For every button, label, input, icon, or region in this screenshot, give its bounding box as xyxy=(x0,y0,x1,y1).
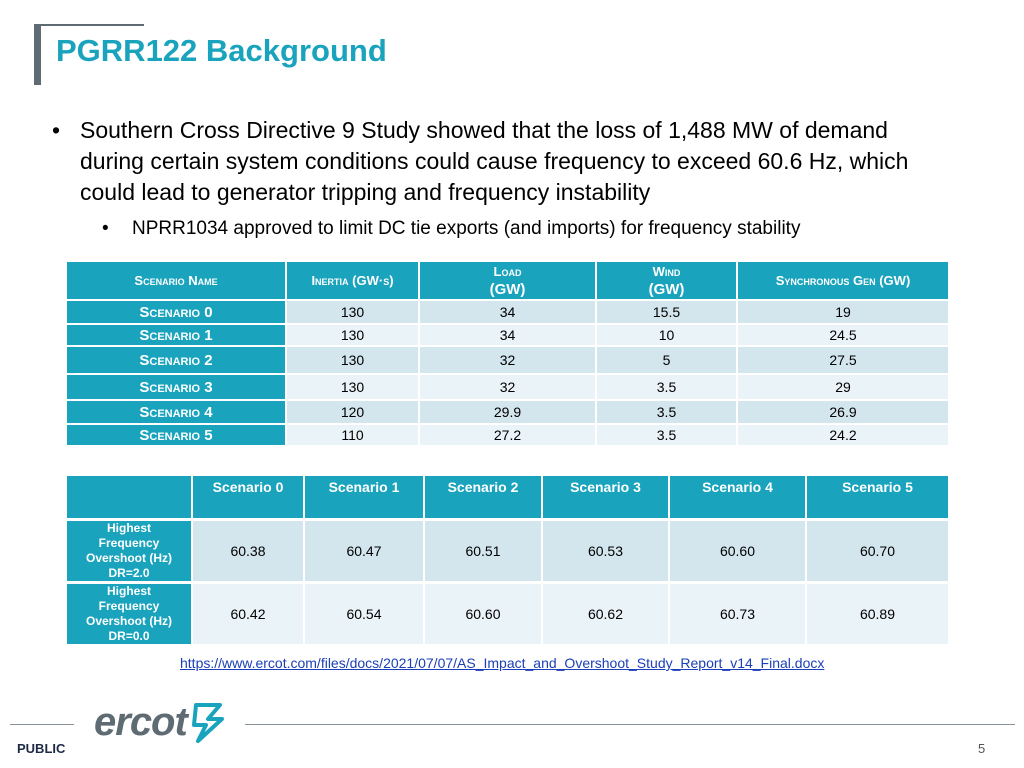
inertia-cell: 130 xyxy=(287,373,420,399)
bullet-main xyxy=(52,115,952,208)
scenario-name-cell: Scenario 3 xyxy=(67,373,287,399)
row-label-line: Frequency xyxy=(98,599,160,613)
study-report-link[interactable]: https://www.ercot.com/files/docs/2021/07/07/AS_Impact_and_Overshoot_Study_Report_v14_Final.docx xyxy=(180,655,825,671)
inertia-cell: 110 xyxy=(287,423,420,445)
row-label-line: DR=0.0 xyxy=(108,629,150,643)
row-label xyxy=(67,581,193,644)
header-empty xyxy=(67,476,193,518)
sync-gen-cell: 27.5 xyxy=(738,345,950,373)
row-label-line: Overshoot (Hz) xyxy=(85,551,172,565)
header-load-l2: (GW) xyxy=(489,280,526,298)
overshoot-cell: 60.54 xyxy=(305,581,425,644)
row-label-line: Overshoot (Hz) xyxy=(85,614,172,628)
sync-gen-cell: 26.9 xyxy=(738,399,950,423)
overshoot-cell: 60.70 xyxy=(807,518,950,581)
page-title: PGRR122 Background xyxy=(56,33,387,68)
wind-cell: 3.5 xyxy=(597,373,738,399)
ercot-logo: ercot xyxy=(94,700,187,744)
row-label-line: Highest xyxy=(106,584,151,598)
overshoot-cell: 60.89 xyxy=(807,581,950,644)
header-scenario-1: Scenario 1 xyxy=(305,476,425,518)
table-row xyxy=(67,373,950,399)
overshoot-cell: 60.47 xyxy=(305,518,425,581)
bullet-sub-text: NPRR1034 approved to limit DC tie exports (and imports) for frequency stability xyxy=(132,218,801,239)
overshoot-cell: 60.51 xyxy=(425,518,543,581)
header-wind xyxy=(597,262,738,299)
inertia-cell: 120 xyxy=(287,399,420,423)
table-row xyxy=(67,399,950,423)
load-cell: 27.2 xyxy=(420,423,597,445)
bullet-dot-icon: • xyxy=(52,117,61,143)
bullet-dot-icon: • xyxy=(102,218,109,239)
sync-gen-cell: 29 xyxy=(738,373,950,399)
table-row xyxy=(67,581,950,644)
row-label-line: Highest xyxy=(106,521,151,535)
overshoot-table-header xyxy=(67,476,950,518)
header-load xyxy=(420,262,597,299)
load-cell: 34 xyxy=(420,299,597,323)
table-row xyxy=(67,345,950,373)
title-accent-bar xyxy=(34,24,41,85)
wind-cell: 10 xyxy=(597,323,738,345)
scenario-name-cell: Scenario 2 xyxy=(67,345,287,373)
header-sync-gen: Synchronous Gen (GW) xyxy=(738,262,950,299)
footer-divider-left xyxy=(10,724,74,725)
header-wind-l1: Wind xyxy=(652,263,681,279)
row-label xyxy=(67,518,193,581)
overshoot-cell: 60.53 xyxy=(543,518,670,581)
scenario-table xyxy=(67,262,950,445)
header-scenario-4: Scenario 4 xyxy=(670,476,807,518)
header-wind-l2: (GW) xyxy=(648,280,685,298)
inertia-cell: 130 xyxy=(287,345,420,373)
overshoot-cell: 60.62 xyxy=(543,581,670,644)
inertia-cell: 130 xyxy=(287,323,420,345)
overshoot-cell: 60.73 xyxy=(670,581,807,644)
load-cell: 32 xyxy=(420,345,597,373)
wind-cell: 3.5 xyxy=(597,423,738,445)
footer-divider-right xyxy=(245,724,1015,725)
header-scenario-0: Scenario 0 xyxy=(193,476,305,518)
wind-cell: 15.5 xyxy=(597,299,738,323)
sync-gen-cell: 24.5 xyxy=(738,323,950,345)
page-number: 5 xyxy=(978,741,986,756)
table-row xyxy=(67,423,950,445)
header-load-l1: Load xyxy=(493,263,522,279)
wind-cell: 5 xyxy=(597,345,738,373)
overshoot-table xyxy=(67,476,950,644)
row-label-line: DR=2.0 xyxy=(108,566,150,580)
scenario-name-cell: Scenario 4 xyxy=(67,399,287,423)
scenario-name-cell: Scenario 1 xyxy=(67,323,287,345)
inertia-cell: 130 xyxy=(287,299,420,323)
header-scenario-3: Scenario 3 xyxy=(543,476,670,518)
row-label-line: Frequency xyxy=(98,536,160,550)
bullet-list xyxy=(52,115,952,242)
scenario-name-cell: Scenario 0 xyxy=(67,299,287,323)
sync-gen-cell: 24.2 xyxy=(738,423,950,445)
sync-gen-cell: 19 xyxy=(738,299,950,323)
bullet-main-text: Southern Cross Directive 9 Study showed that the loss of 1,488 MW of demand during certain system conditions could cause frequency to exceed 60.6 Hz, which could lead to generator tripping and frequency instability xyxy=(80,117,909,205)
load-cell: 32 xyxy=(420,373,597,399)
header-scenario-5: Scenario 5 xyxy=(807,476,950,518)
table-row xyxy=(67,323,950,345)
header-scenario-name: Scenario Name xyxy=(67,262,287,299)
load-cell: 34 xyxy=(420,323,597,345)
classification-label: PUBLIC xyxy=(17,741,66,756)
overshoot-cell: 60.38 xyxy=(193,518,305,581)
overshoot-cell: 60.42 xyxy=(193,581,305,644)
overshoot-cell: 60.60 xyxy=(670,518,807,581)
table-row xyxy=(67,518,950,581)
header-scenario-2: Scenario 2 xyxy=(425,476,543,518)
scenario-table-header xyxy=(67,262,950,299)
header-inertia: Inertia (GW·s) xyxy=(287,262,420,299)
table-row xyxy=(67,299,950,323)
bullet-sub xyxy=(52,216,952,242)
scenario-name-cell: Scenario 5 xyxy=(67,423,287,445)
title-accent-line xyxy=(34,24,144,26)
load-cell: 29.9 xyxy=(420,399,597,423)
wind-cell: 3.5 xyxy=(597,399,738,423)
lightning-bolt-icon xyxy=(190,699,226,745)
overshoot-cell: 60.60 xyxy=(425,581,543,644)
